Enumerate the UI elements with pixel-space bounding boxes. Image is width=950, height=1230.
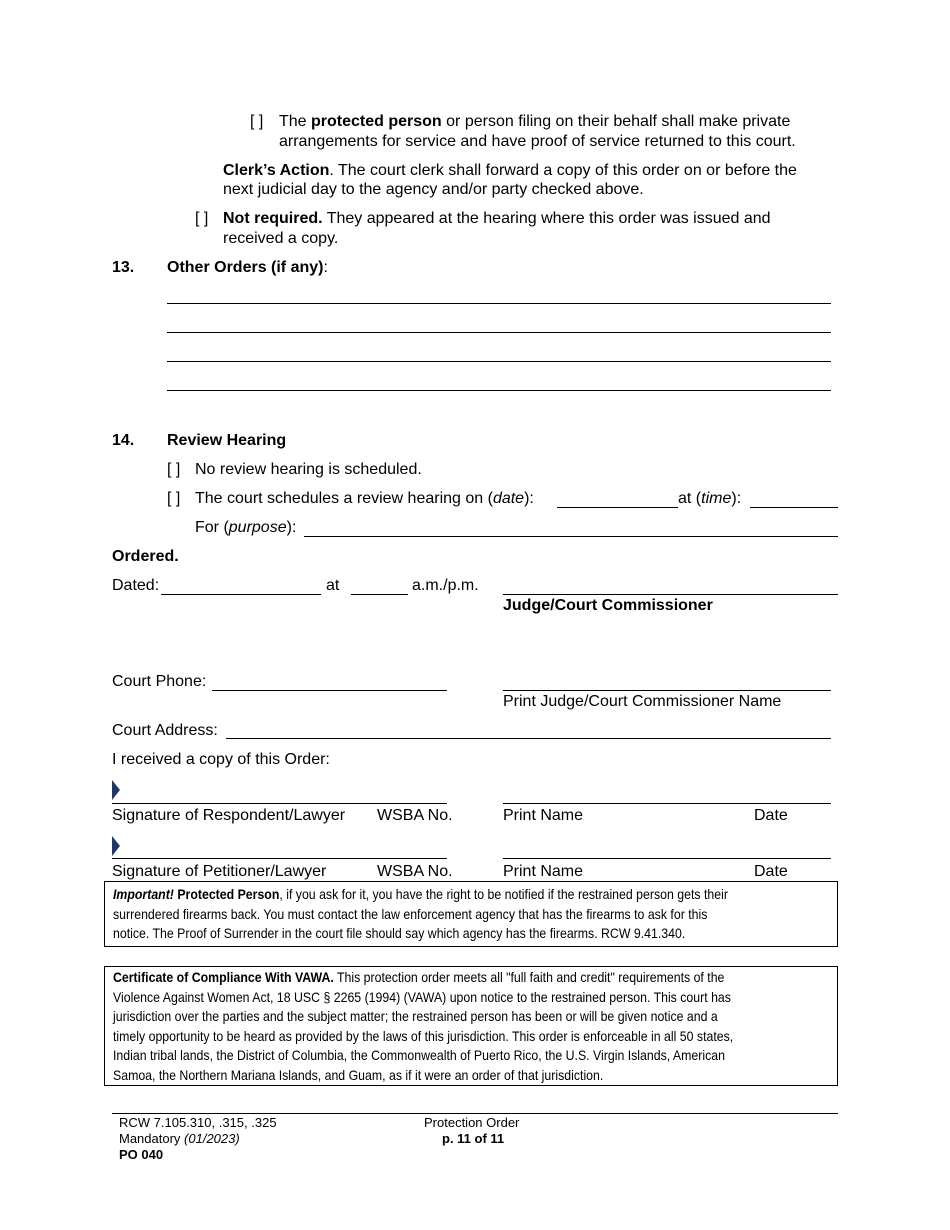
respondent-signature-label: Signature of Respondent/Lawyer (112, 807, 346, 824)
petitioner-print-name-line[interactable] (503, 858, 831, 859)
not-required-text: Not required. They appeared at the hearing where this order was issued and (223, 210, 771, 227)
vawa-certificate-box (104, 966, 838, 1086)
judge-label: Judge/Court Commissioner (503, 597, 713, 614)
section-14-number: 14. (112, 432, 135, 449)
no-review-text: No review hearing is scheduled. (195, 461, 422, 478)
judge-name-line[interactable] (503, 690, 831, 691)
footer-form-id: PO 040 (119, 1147, 164, 1162)
other-orders-line-2[interactable] (167, 332, 831, 333)
petitioner-date-label: Date (754, 863, 788, 880)
section-13-number: 13. (112, 259, 135, 276)
petitioner-wsba-label: WSBA No. (377, 863, 453, 880)
signature-arrow-icon (112, 780, 120, 800)
respondent-signature-line[interactable] (112, 803, 447, 804)
other-orders-line-1[interactable] (167, 303, 831, 304)
footer-rcw: RCW 7.105.310, .315, .325 (119, 1115, 277, 1130)
ordered-label: Ordered. (112, 548, 179, 565)
signature-arrow-icon (112, 836, 120, 856)
not-required-text-line2: received a copy. (223, 230, 339, 247)
footer-page-number: p. 11 of 11 (442, 1131, 505, 1146)
checkbox-not-required[interactable]: [ ] (195, 210, 209, 227)
important-notice-text: Important! Protected Person, if you ask for it, you have the right to be notified if the restrained person gets their surrendered firearms back. You must contact the law enforcement agency that has the firearms to ask for this notice. The Proof of Surrender in the court file should say which agency has the firearms. RCW 9.41.340. (113, 886, 728, 942)
petitioner-signature-label: Signature of Petitioner/Lawyer (112, 863, 327, 880)
private-service-text: The protected person or person filing on their behalf shall make private (279, 113, 791, 130)
court-phone-field[interactable] (212, 690, 447, 691)
footer-divider (112, 1113, 838, 1114)
footer-title: Protection Order (424, 1115, 520, 1130)
other-orders-line-3[interactable] (167, 361, 831, 362)
review-date-field[interactable] (557, 507, 678, 508)
footer-mandatory: Mandatory (01/2023) (119, 1131, 240, 1146)
section-13-title: Other Orders (if any): (167, 259, 328, 276)
dated-label: Dated: (112, 577, 160, 594)
petitioner-print-name-label: Print Name (503, 863, 584, 880)
review-scheduled-text: The court schedules a review hearing on (date): (195, 490, 534, 507)
purpose-field[interactable] (304, 536, 838, 537)
court-address-field[interactable] (226, 738, 831, 739)
other-orders-line-4[interactable] (167, 390, 831, 391)
dated-time-field[interactable] (351, 594, 408, 595)
respondent-print-name-label: Print Name (503, 807, 584, 824)
court-phone-label: Court Phone: (112, 673, 207, 690)
ampm-label: a.m./p.m. (412, 577, 479, 594)
purpose-label: For (purpose): (195, 519, 297, 536)
petitioner-signature-line[interactable] (112, 858, 447, 859)
review-time-field[interactable] (750, 507, 838, 508)
private-service-text-line2: arrangements for service and have proof of service returned to this court. (279, 133, 796, 150)
respondent-date-label: Date (754, 807, 788, 824)
clerk-action-text: Clerk’s Action. The court clerk shall forward a copy of this order on or before the (223, 162, 797, 179)
checkbox-private-service[interactable]: [ ] (250, 113, 264, 130)
dated-field[interactable] (161, 594, 321, 595)
dated-at-label: at (326, 577, 340, 594)
received-copy-text: I received a copy of this Order: (112, 751, 330, 768)
clerk-action-text-line2: next judicial day to the agency and/or party checked above. (223, 181, 644, 198)
vawa-certificate-text: Certificate of Compliance With VAWA. This protection order meets all "full faith and credit" requirements of the Violence Against Women Act, 18 USC § 2265 (1994) (VAWA) upon notice to the restrained person. This court has jurisdiction over the parties and the subject matter; the restrained person has been or will be given notice and a timely opportunity to be heard as provided by the laws of this jurisdiction. This order is enforceable in all 50 states, Indian tribal lands, the District of Columbia, the Commonwealth of Puerto Rico, the U.S. Virgin Islands, American Samoa, the Northern Mariana Islands, and Guam, as if it were an order of that jurisdiction. (113, 969, 734, 1083)
checkbox-review-scheduled[interactable]: [ ] (167, 490, 181, 507)
court-address-label: Court Address: (112, 722, 218, 739)
judge-signature-line[interactable] (503, 594, 838, 595)
review-time-label: at (time): (678, 490, 742, 507)
respondent-print-name-line[interactable] (503, 803, 831, 804)
important-notice-box (104, 881, 838, 947)
print-judge-name-label: Print Judge/Court Commissioner Name (503, 693, 782, 710)
section-14-title: Review Hearing (167, 432, 287, 449)
respondent-wsba-label: WSBA No. (377, 807, 453, 824)
checkbox-no-review[interactable]: [ ] (167, 461, 181, 478)
